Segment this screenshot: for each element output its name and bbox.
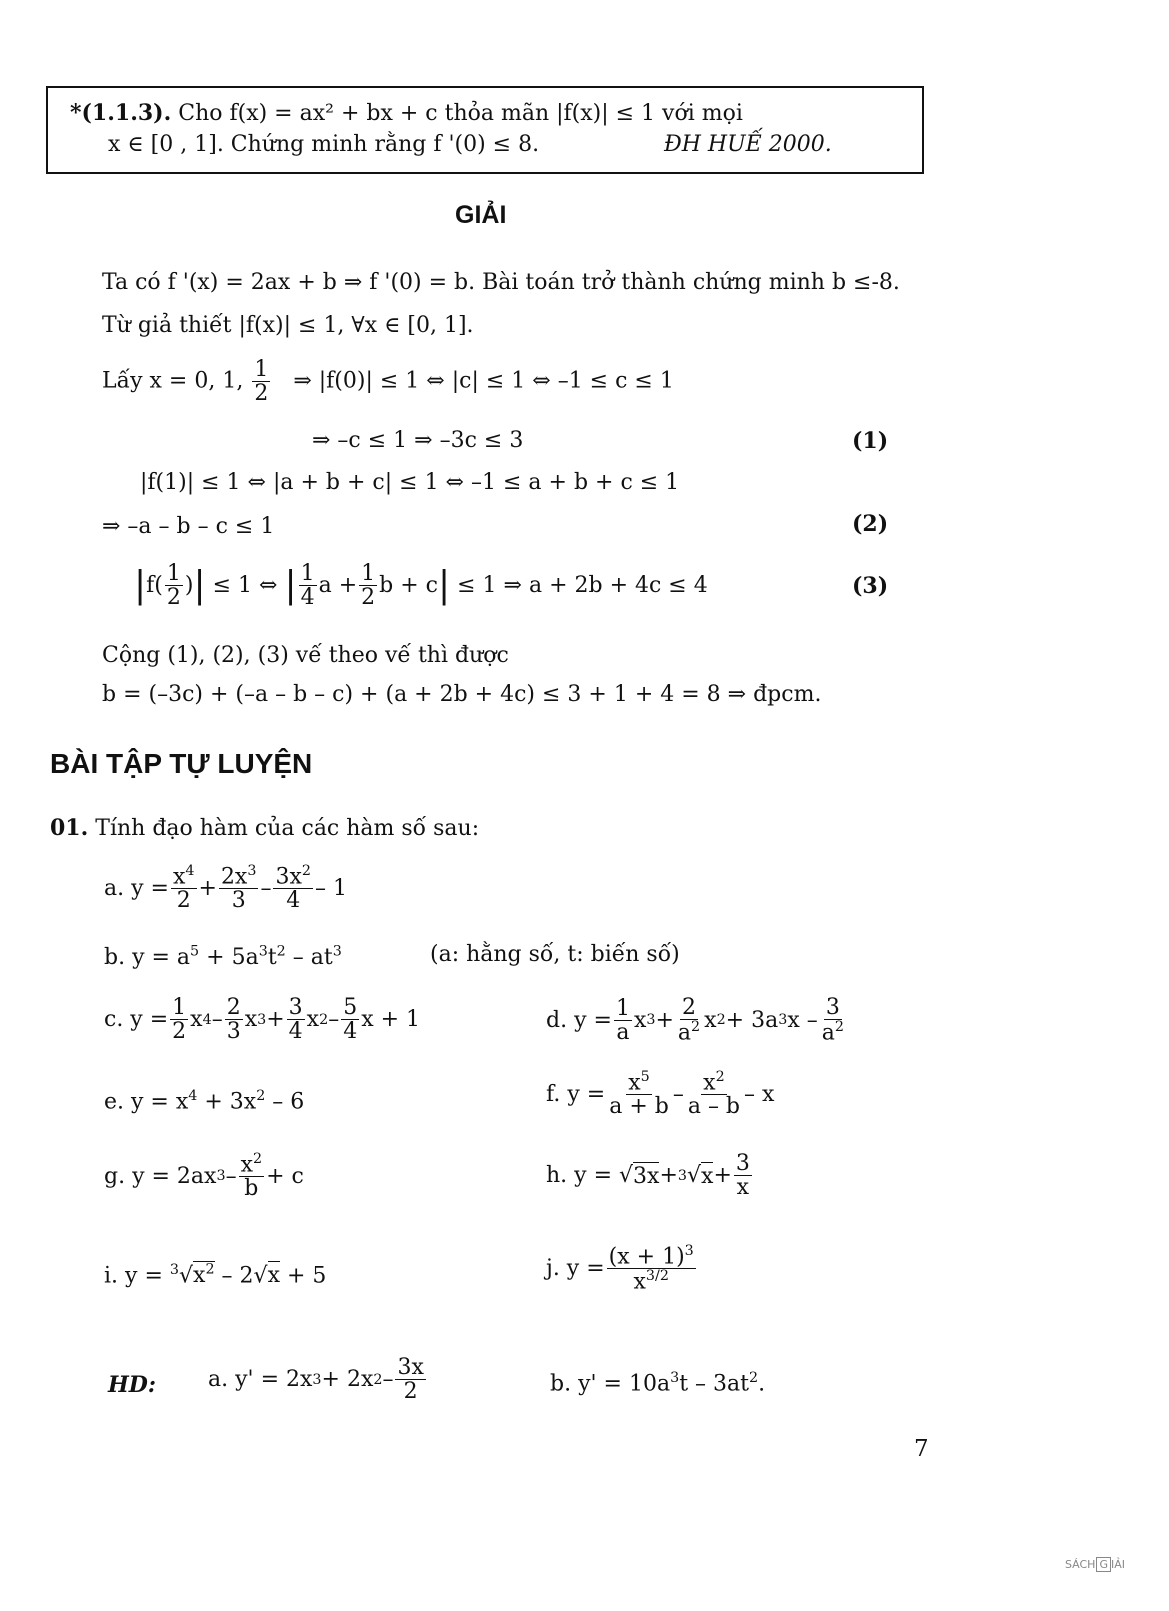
exercise-b-note: (a: hằng số, t: biến số) [430,942,680,967]
equation-tag-1: (1) [852,428,889,454]
solution-line-7: | f( $\frac{1}{2}$ ) | ≤ 1 ⇔ | $\frac{1}{4}$ a + $\frac{1}{2}$ b + c | ≤ 1 ⇒ a + 2b + 4c ≤ 4 [134,561,708,611]
exercise-a: a. y = $\frac{x^4}{2}$ + $\frac{2x^3}{3}$ – $\frac{3x^2}{4}$ – 1 [104,863,347,914]
question-01 [50,815,479,841]
exercise-c: c. y = $\frac{1}{2}$ x 4 – $\frac{2}{3}$ x 3 + $\frac{3}{4}$ x 2 – $\frac{5}{4}$ x + 1 [104,995,421,1045]
equation-tag-3: (3) [852,573,889,599]
fraction-one-half: $\frac{1}{2}$ [254,357,269,407]
solution-line-9: b = (–3c) + (–a – b – c) + (a + 2b + 4c) ≤ 3 + 1 + 4 = 8 ⇒ đpcm. [102,682,822,707]
f0-bound: ⇒ |f(0)| ≤ 1 ⇔ |c| ≤ 1 ⇔ –1 ≤ c ≤ 1 [293,368,674,394]
page-number: 7 [914,1436,929,1462]
hint-b: b. $y' = 10a^3t - 3at^2$. [550,1370,766,1397]
hint-label: HD: [108,1372,156,1398]
solution-line-4: ⇒ –c ≤ 1 ⇒ –3c ≤ 3 [312,428,524,453]
problem-text-1: Cho f(x) = ax² + bx + c thỏa mãn |f(x)| ≤ 1 với mọi [178,101,743,126]
exercise-i: i. $y = ^3√x^2 - 2√x + 5$ [104,1262,327,1289]
exercise-h: h. y = √ 3x + 3 √ x + $\frac{3}{x}$ [546,1151,750,1201]
solution-line-3 [102,358,674,405]
solution-heading: GIẢI [455,201,507,229]
question-text: Tính đạo hàm của các hàm số sau: [95,816,480,841]
exercises-heading: BÀI TẬP TỰ LUYỆN [50,748,313,779]
solution-line-1: Ta có f '(x) = 2ax + b ⇒ f '(0) = b. Bài toán trở thành chứng minh b ≤-8. [102,270,900,295]
exercise-g: g. y = 2ax 3 – $\frac{x^2}{b}$ + c [104,1151,304,1202]
exercise-d: d. y = $\frac{1}{a}$ x 3 + $\frac{2}{a^2}$ x 2 + 3a 3 x – $\frac{3}{a^2}$ [546,995,844,1046]
exercise-e: e. $y = x^4 + 3x^2 - 6$ [104,1088,305,1115]
problem-line-1 [70,100,743,126]
question-number: 01. [50,815,89,841]
watermark-logo: SÁCH G IẢI [1064,1558,1125,1571]
equation-tag-2: (2) [852,511,889,537]
exercise-f: f. y = $\frac{x^5}{a + b}$ – $\frac{x^2}{a - b}$ – x [546,1069,775,1120]
problem-source: ĐH HUẾ 2000. [664,132,832,157]
solution-line-5: |f(1)| ≤ 1 ⇔ |a + b + c| ≤ 1 ⇔ –1 ≤ a + b + c ≤ 1 [140,470,680,495]
problem-number: *(1.1.3). [70,100,172,126]
solution-line-2: Từ giả thiết |f(x)| ≤ 1, ∀x ∈ [0, 1]. [102,313,474,338]
problem-text-2: x ∈ [0 , 1]. Chứng minh rằng f '(0) ≤ 8. [108,132,540,157]
f-half-bound: ≤ 1 ⇒ a + 2b + 4c ≤ 4 [457,573,708,599]
exercise-b: b. $y = a^5 + 5a^3t^2 - at^3$ [104,944,342,971]
take-x-values: Lấy x = 0, 1, [102,368,244,394]
hint-a: a. y' = 2x 3 + 2x 2 – $\frac{3x}{2}$ [208,1355,424,1405]
solution-line-6: ⇒ –a – b – c ≤ 1 [102,514,275,539]
solution-line-8: Cộng (1), (2), (3) vế theo vế thì được [102,643,509,668]
problem-line-2 [108,132,539,157]
exercise-j: j. y = $\frac{(x + 1)^3}{x^{3/2}}$ [546,1243,694,1295]
